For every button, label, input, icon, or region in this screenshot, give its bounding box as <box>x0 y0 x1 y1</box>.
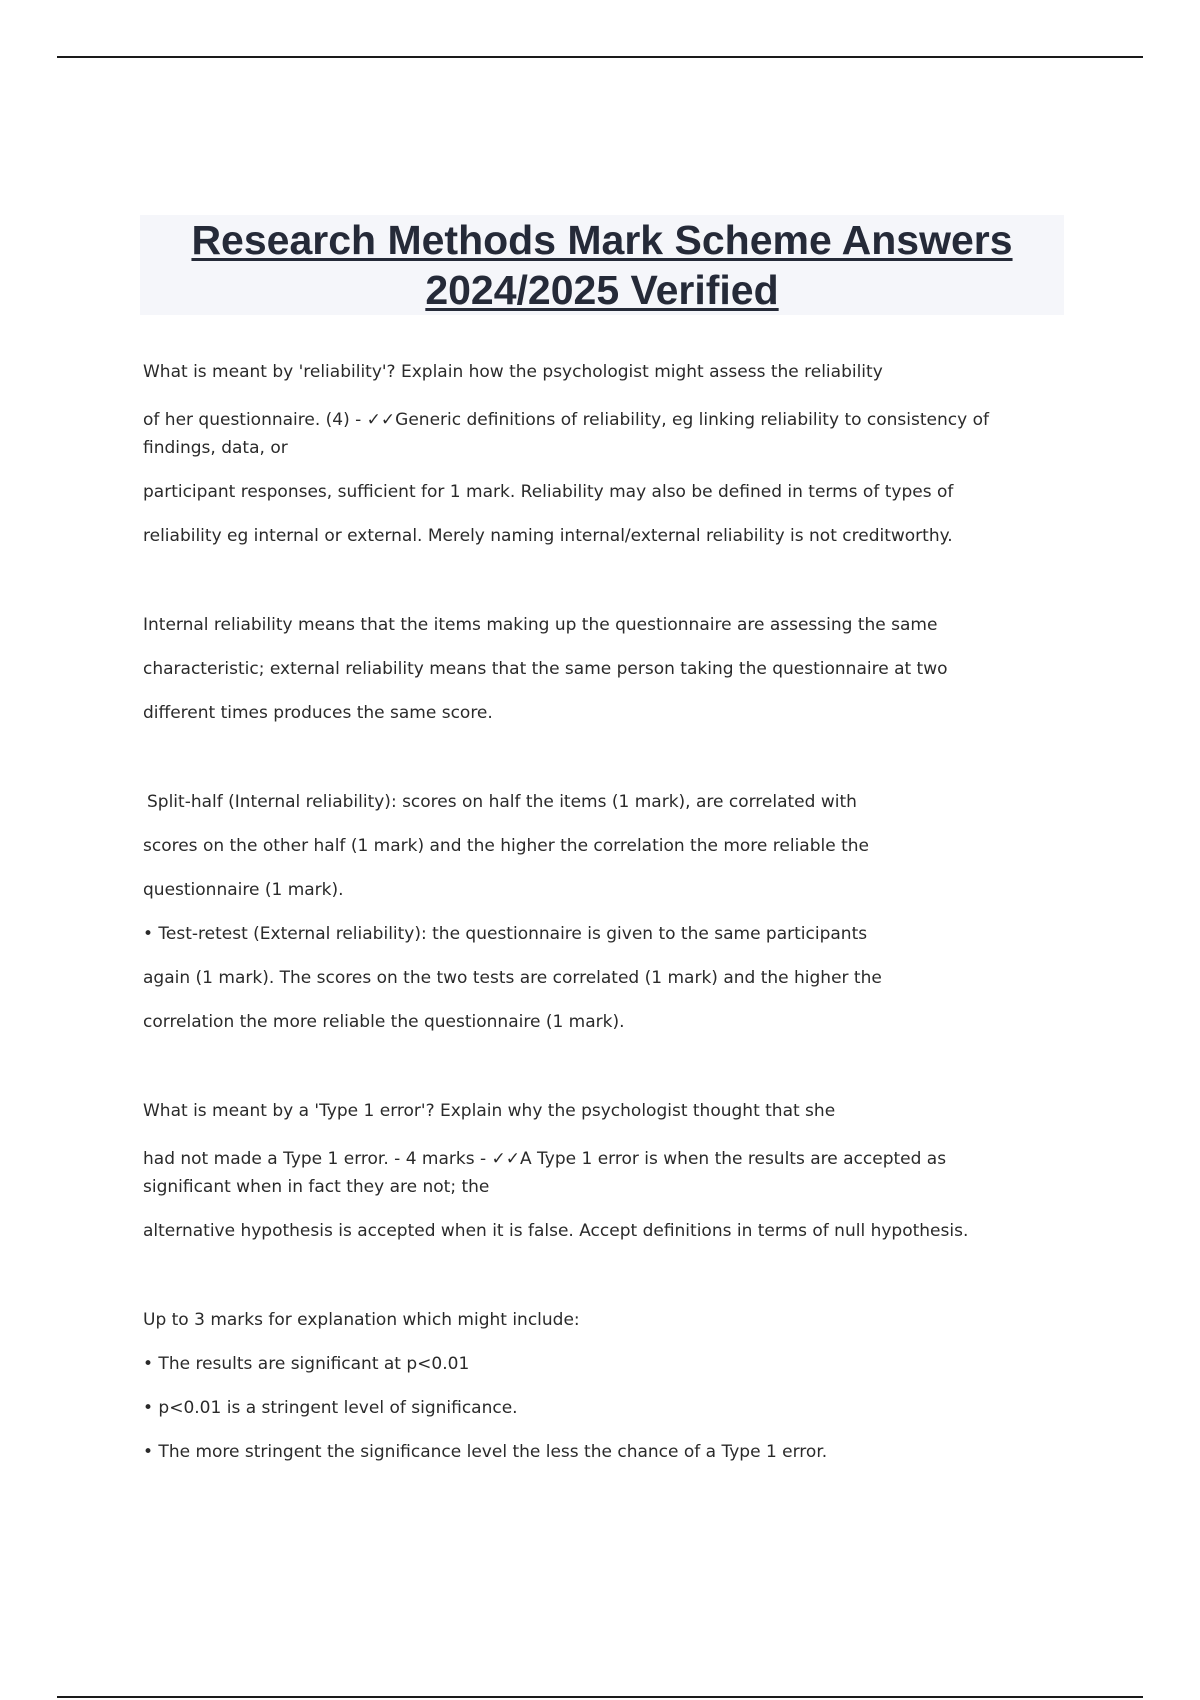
internal-external-line-1: Internal reliability means that the items making up the questionnaire are assessing the same <box>143 615 938 635</box>
title-banner <box>140 215 1064 315</box>
test-retest-line-2: again (1 mark). The scores on the two tests are correlated (1 mark) and the higher the <box>143 968 882 988</box>
question-1-line-5: reliability eg internal or external. Merely naming internal/external reliability is not creditworthy. <box>143 526 953 546</box>
split-half-line-3: questionnaire (1 mark). <box>143 880 344 900</box>
question-1-line-4: participant responses, sufficient for 1 mark. Reliability may also be defined in terms of types of <box>143 482 954 502</box>
document-title-line-1: Research Methods Mark Scheme Answers <box>191 217 1013 263</box>
document-title-line-2: 2024/2025 Verified <box>425 267 779 313</box>
footer-rule <box>57 1696 1143 1698</box>
test-retest-line-1: • Test-retest (External reliability): the questionnaire is given to the same participants <box>143 924 868 944</box>
internal-external-line-3: different times produces the same score. <box>143 703 493 723</box>
question-2-line-4: alternative hypothesis is accepted when it is false. Accept definitions in terms of null hypothesis. <box>143 1221 969 1241</box>
internal-external-line-2: characteristic; external reliability means that the same person taking the questionnaire at two <box>143 659 948 679</box>
question-1-line-2: of her questionnaire. (4) - ✓✓Generic definitions of reliability, eg linking reliability to consistency of <box>143 410 989 430</box>
test-retest-line-3: correlation the more reliable the questionnaire (1 mark). <box>143 1012 625 1032</box>
question-2-line-1: What is meant by a 'Type 1 error'? Explain why the psychologist thought that she <box>143 1101 836 1121</box>
explanation-intro: Up to 3 marks for explanation which might include: <box>143 1310 580 1330</box>
split-half-line-1: Split-half (Internal reliability): scores on half the items (1 mark), are correlated with <box>147 792 857 812</box>
split-half-line-2: scores on the other half (1 mark) and the higher the correlation the more reliable the <box>143 836 870 856</box>
question-1-line-3: findings, data, or <box>143 438 288 458</box>
explanation-bullet-2: • p<0.01 is a stringent level of significance. <box>143 1398 518 1418</box>
question-1-line-1: What is meant by 'reliability'? Explain how the psychologist might assess the reliability <box>143 362 883 382</box>
explanation-bullet-1: • The results are significant at p<0.01 <box>143 1354 470 1374</box>
question-2-line-2: had not made a Type 1 error. - 4 marks - ✓✓A Type 1 error is when the results are accepted as <box>143 1149 947 1169</box>
header-rule <box>57 56 1143 58</box>
question-2-line-3: significant when in fact they are not; the <box>143 1177 490 1197</box>
explanation-bullet-3: • The more stringent the significance level the less the chance of a Type 1 error. <box>143 1442 828 1462</box>
